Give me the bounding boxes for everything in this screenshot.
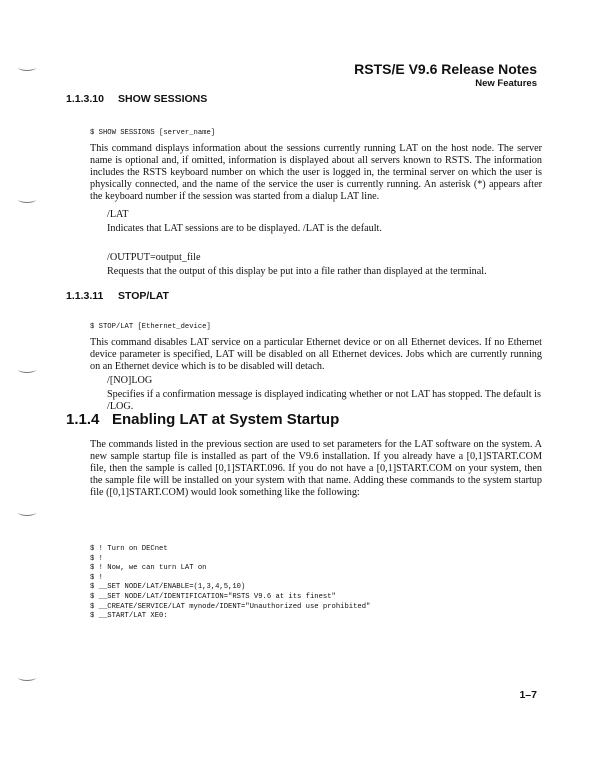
qualifier-description: Specifies if a confirmation message is displayed indicating whether or not LAT has stopped. The default is /LOG. [107,389,541,413]
code-line: $ __CREATE/SERVICE/LAT mynode/IDENT="Unauthorized use prohibited" [90,602,371,611]
code-line: $ __SET NODE/LAT/ENABLE=(1,3,4,5,10) [90,583,246,592]
code-line: $ ! [90,573,103,582]
code-block [90,545,370,622]
margin-mark [18,196,36,203]
qualifier-description: Indicates that LAT sessions are to be displayed. /LAT is the default. [107,223,382,234]
qualifier-name: /[NO]LOG [107,375,153,386]
margin-mark [18,674,36,681]
section-heading: 1.1.3.11 STOP/LAT [66,290,169,302]
running-header-subtitle: New Features [475,78,537,89]
paragraph: This command displays information about the sessions currently running LAT on the host node. The server name is optional and, if omitted, information is displayed about all servers known to RSTS. The information includes the RSTS keyboard number on which the user is logged in, the terminal server on which the user is physically connected, and the name of the service the user is currently running. An asterisk (*) appears after the keyboard number if the session was started from a dialup LAT line. [90,143,542,203]
page-number: 1–7 [519,689,537,701]
qualifier-name: /LAT [107,209,129,220]
code-line: $ __START/LAT XE0: [90,612,168,621]
code-line: $ __SET NODE/LAT/IDENTIFICATION="RSTS V9.6 at its finest" [90,592,336,601]
paragraph: This command disables LAT service on a particular Ethernet device or on all Ethernet devices. If no Ethernet device parameter is specified, LAT will be disabled on all Ethernet devices. Jobs which are currently running on an Ethernet device which is to be disabled will detach. [90,337,542,373]
section-heading: 1.1.4 Enabling LAT at System Startup [66,411,340,428]
code-line: $ ! Now, we can turn LAT on [90,564,207,573]
margin-mark [18,366,36,373]
code-line: $ ! Turn on DECnet [90,545,168,553]
running-header-title: RSTS/E V9.6 Release Notes [354,61,537,77]
paragraph: The commands listed in the previous section are used to set parameters for the LAT software on the system. A new sample startup file is installed as part of the V9.6 installation. If you already have a [0,1]START.COM file, then the sample is called [0,1]START.096. If you do not have a [0,1]START.COM on your system, then the sample file will be installed on your system with that name. Adding these commands to the system startup file ([0,1]START.COM) would look something like the following: [90,439,542,499]
margin-mark [18,509,36,516]
section-heading: 1.1.3.10 SHOW SESSIONS [66,93,208,105]
qualifier-name: /OUTPUT=output_file [107,252,201,263]
margin-mark [18,64,36,71]
code-line: $ ! [90,554,103,563]
qualifier-description: Requests that the output of this display be put into a file rather than displayed at the terminal. [107,266,487,277]
command-syntax: $ SHOW SESSIONS [server_name] [90,129,216,137]
command-syntax: $ STOP/LAT [Ethernet_device] [90,323,211,331]
